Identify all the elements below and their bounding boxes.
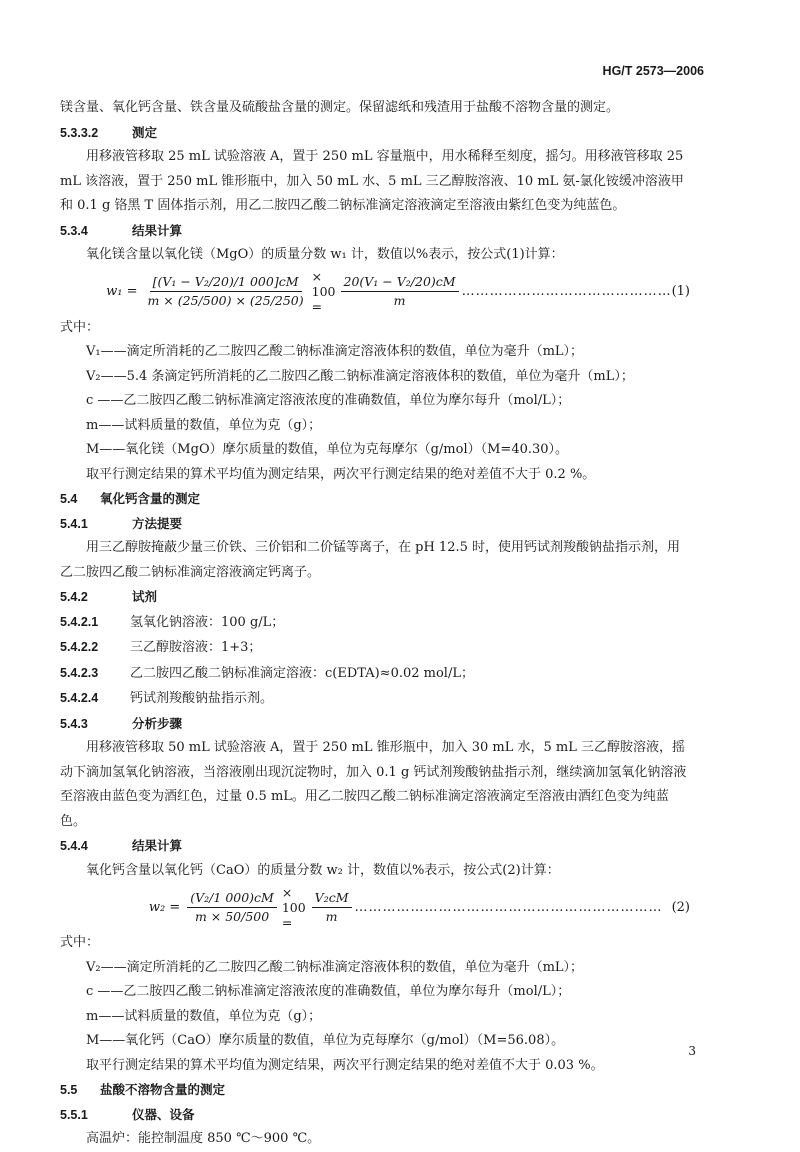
section-heading [60, 1103, 690, 1128]
fraction-denominator: m × 50/500 [194, 908, 270, 924]
variable-definition: M——氧化镁（MgO）摩尔质量的数值，单位为克每摩尔（g/mol）（M=40.30）。 [86, 442, 569, 457]
paragraph: 用移液管移取 50 mL 试验溶液 A，置于 250 mL 锥形瓶中，加入 30 mL 水，5 mL 三乙醇胺溶液，摇动下滴加氢氧化钠溶液，当溶液刚出现沉淀物时，加入 0.1 g 钙试剂羧酸钠盐指示剂，继续滴加氢氧化钠溶液至溶液由蓝色变为酒红色，过量 0.5 mL。用乙二胺四乙酸二钠标准滴定溶液滴定至溶液由酒红色变为纯蓝色。 [60, 740, 687, 829]
fraction [144, 274, 306, 309]
section-title: 试剂 [132, 590, 158, 604]
formula-expression [141, 269, 461, 314]
paragraph: 用移液管移取 25 mL 试验溶液 A，置于 250 mL 容量瓶中，用水稀释至刻度，摇匀。用移液管移取 25 mL 该溶液，置于 250 mL 锥形瓶中，加入 50 mL 水、5 mL 三乙醇胺溶液、10 mL 氨-氯化铵缓冲溶液甲和 0.1 g 铬黑 T 固体指示剂，用乙二胺四乙酸二钠标准滴定溶液滴定至溶液由紫红色变为纯蓝色。 [60, 149, 684, 213]
fraction-numerator: V₂cM [312, 890, 352, 908]
section-heading [60, 487, 690, 512]
paragraph: 氧化镁含量以氧化镁（MgO）的质量分数 w₁ 计，数值以%表示，按公式(1)计算： [86, 247, 564, 262]
item-number: 5.4.2.2 [60, 640, 99, 654]
section-number: 5.3.3.2 [60, 125, 99, 140]
section-number: 5.5 [60, 1083, 78, 1097]
reagent-item [60, 661, 690, 687]
fraction [312, 890, 352, 925]
variable-definition: m——试料质量的数值，单位为克（g）； [86, 417, 322, 433]
section-number: 5.3.4 [60, 223, 88, 238]
standard-code: HG/T 2573—2006 [602, 64, 704, 78]
section-title: 结果计算 [132, 223, 183, 238]
equation-number: (1) [671, 284, 690, 299]
section-number: 5.4.1 [60, 516, 88, 531]
section-heading [60, 512, 690, 537]
variable-definition: M——氧化钙（CaO）摩尔质量的数值，单位为克每摩尔（g/mol）（M=56.08）。 [86, 1033, 565, 1048]
section-title: 结果计算 [132, 839, 183, 853]
section-number: 5.4.3 [60, 716, 88, 731]
fraction [187, 890, 277, 925]
section-heading [60, 585, 690, 610]
page-number: 3 [688, 1044, 696, 1058]
fraction-denominator: m [325, 908, 338, 924]
paragraph: 取平行测定结果的算术平均值为测定结果，两次平行测定结果的绝对差值不大于 0.2 %。 [86, 466, 596, 482]
section-title: 分析步骤 [132, 716, 183, 731]
item-text: 三乙醇胺溶液：1+3； [130, 640, 262, 655]
paragraph: 高温炉：能控制温度 850 ℃～900 ℃。 [86, 1131, 321, 1146]
item-number: 5.4.2.3 [60, 665, 99, 680]
document-body [60, 96, 690, 1152]
section-title: 测定 [132, 125, 158, 140]
formula-operator: × 100 = [281, 884, 306, 930]
fraction-numerator: [(V₁ − V₂/20)/1 000]cM [150, 274, 302, 292]
paragraph: 用三乙醇胺掩蔽少量三价铁、三价铝和二价锰等离子，在 pH 12.5 时，使用钙试剂羧酸钠盐指示剂，用乙二胺四乙酸二钠标准滴定溶液滴定钙离子。 [60, 540, 681, 580]
paragraph: 式中： [60, 319, 100, 335]
section-number: 5.4 [60, 492, 78, 506]
fraction-numerator: 20(V₁ − V₂/20)cM [341, 274, 459, 292]
fraction [341, 274, 459, 309]
section-heading [60, 121, 690, 146]
leader-dots: ……………………………………… [461, 284, 672, 299]
section-heading [60, 1078, 690, 1103]
section-number: 5.5.1 [60, 1107, 88, 1122]
leader-dots: ………………………………………………………… [354, 899, 663, 915]
section-title: 盐酸不溶物含量的测定 [100, 1083, 226, 1097]
section-number: 5.4.2 [60, 590, 88, 604]
fraction-denominator: m [393, 293, 406, 308]
fraction-denominator: m × (25/500) × (25/250) [147, 293, 304, 308]
section-title: 方法提要 [132, 516, 183, 531]
section-heading [60, 834, 690, 859]
formula-lhs: w₂ = [148, 899, 181, 915]
variable-definition: m——试料质量的数值，单位为克（g）； [86, 1008, 322, 1024]
section-heading [60, 712, 690, 737]
item-number: 5.4.2.1 [60, 614, 99, 629]
fraction-numerator: (V₂/1 000)cM [187, 890, 277, 908]
paragraph: 取平行测定结果的算术平均值为测定结果，两次平行测定结果的绝对差值不大于 0.03 %。 [86, 1057, 604, 1073]
formula [60, 270, 690, 314]
formula [60, 885, 690, 929]
item-text: 乙二胺四乙酸二钠标准滴定溶液：c(EDTA)≈0.02 mol/L； [130, 665, 474, 681]
section-title: 氧化钙含量的测定 [100, 492, 201, 506]
item-number: 5.4.2.4 [60, 691, 99, 705]
variable-definition: V₂——5.4 条滴定钙所消耗的乙二胺四乙酸二钠标准滴定溶液体积的数值，单位为毫升（mL）； [86, 368, 634, 384]
section-heading [60, 219, 690, 244]
reagent-item [60, 686, 690, 712]
variable-definition: V₂——滴定所消耗的乙二胺四乙酸二钠标准滴定溶液体积的数值，单位为毫升（mL）； [86, 959, 584, 975]
variable-definition: c ——乙二胺四乙酸二钠标准滴定溶液浓度的准确数值，单位为摩尔每升（mol/L）； [86, 984, 571, 999]
paragraph: 氧化钙含量以氧化钙（CaO）的质量分数 w₂ 计，数值以%表示，按公式(2)计算： [86, 862, 560, 878]
variable-definition: c ——乙二胺四乙酸二钠标准滴定溶液浓度的准确数值，单位为摩尔每升（mol/L）； [86, 393, 571, 408]
section-number: 5.4.4 [60, 839, 88, 853]
item-text: 钙试剂羧酸钠盐指示剂。 [130, 691, 274, 706]
item-text: 氢氧化钠溶液：100 g/L； [130, 614, 285, 630]
paragraph: 镁含量、氧化钙含量、铁含量及硫酸盐含量的测定。保留滤纸和残渣用于盐酸不溶物含量的测定。 [60, 100, 620, 115]
section-title: 仪器、设备 [132, 1107, 195, 1122]
reagent-item [60, 635, 690, 661]
paragraph: 式中： [60, 935, 100, 950]
formula-lhs: w₁ = [106, 284, 138, 299]
reagent-item [60, 610, 690, 636]
equation-number: (2) [671, 899, 690, 915]
formula-operator: × 100 = [311, 269, 336, 314]
formula-expression [184, 885, 354, 930]
variable-definition: V₁——滴定所消耗的乙二胺四乙酸二钠标准滴定溶液体积的数值，单位为毫升（mL）； [86, 344, 584, 359]
